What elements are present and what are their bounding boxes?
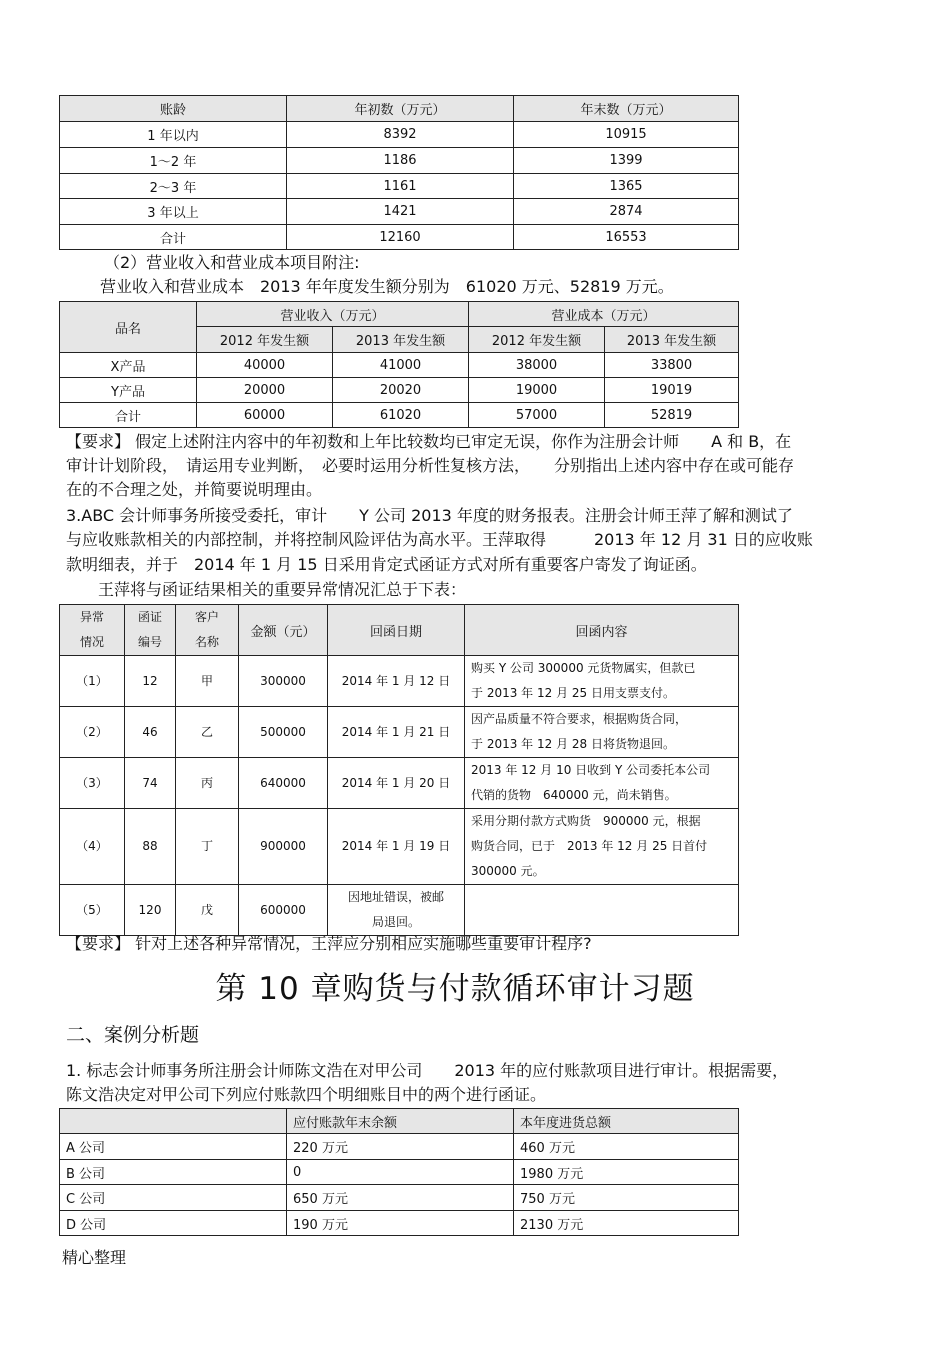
aging-cell: 合计: [60, 225, 287, 250]
requirement-1-line: 在的不合理之处，并简要说明理由。: [66, 480, 323, 499]
table-row: [60, 885, 739, 936]
confirm-header-content: 回函内容: [465, 605, 739, 656]
note2-line: 营业收入和营业成本 2013 年年度发生额分别为 61020 万元、52819 万元。: [100, 277, 674, 296]
confirm-case: （5）: [60, 885, 125, 936]
confirm-content: 购买 Y 公司 300000 元货物属实，但款已 于 2013 年 12 月 25 日用支票支付。: [465, 656, 739, 707]
aging-cell: 1365: [514, 174, 739, 199]
confirm-case: （2）: [60, 707, 125, 758]
confirm-content: 采用分期付款方式购货 900000 元，根据 购货合同，已于 2013 年 12 月 25 日首付 300000 元。: [465, 809, 739, 885]
payable-cell: 750 万元: [514, 1185, 739, 1211]
confirm-client: 丁: [176, 809, 239, 885]
confirm-date: 2014 年 1 月 20 日: [328, 758, 465, 809]
confirm-date: 因地址错误，被邮 局退回。: [328, 885, 465, 936]
revenue-cell: 38000: [469, 353, 605, 378]
table-row: [60, 174, 739, 199]
confirm-header-case: 异常 情况: [60, 605, 125, 656]
confirm-amount: 600000: [239, 885, 328, 936]
confirm-amount: 300000: [239, 656, 328, 707]
requirement-2: 【要求】 针对上述各种异常情况，王萍应分别相应实施哪些重要审计程序?: [66, 934, 592, 953]
table-row: [60, 1160, 739, 1185]
revenue-header-revenue: 营业收入（万元）: [197, 302, 469, 327]
revenue-cell: Y产品: [60, 378, 197, 403]
payable-cell: 650 万元: [287, 1185, 514, 1211]
table-row: [60, 707, 739, 758]
confirm-client: 戊: [176, 885, 239, 936]
note2-title: （2）营业收入和营业成本项目附注:: [104, 253, 360, 272]
question-1-line: 1. 标志会计师事务所注册会计师陈文浩在对甲公司 2013 年的应付账款项目进行审计。根据需要，: [66, 1061, 789, 1080]
confirm-content: [465, 885, 739, 936]
aging-cell: 1421: [287, 199, 514, 225]
aging-cell: 2～3 年: [60, 174, 287, 199]
table-row: [60, 758, 739, 809]
aging-cell: 10915: [514, 122, 739, 148]
confirm-header-no: 函证 编号: [125, 605, 176, 656]
table-row: [60, 148, 739, 174]
revenue-cell: 60000: [197, 403, 333, 428]
aging-table: [59, 95, 739, 250]
revenue-table: [59, 301, 739, 428]
payable-cell: 1980 万元: [514, 1160, 739, 1185]
table-row: [60, 1134, 739, 1160]
aging-cell: 1 年以内: [60, 122, 287, 148]
question-3-line: 王萍将与函证结果相关的重要异常情况汇总于下表：: [66, 580, 467, 599]
table-row: [60, 378, 739, 403]
confirm-date: 2014 年 1 月 12 日: [328, 656, 465, 707]
payable-cell: C 公司: [60, 1185, 287, 1211]
aging-cell: 3 年以上: [60, 199, 287, 225]
confirm-date: 2014 年 1 月 21 日: [328, 707, 465, 758]
payable-cell: A 公司: [60, 1134, 287, 1160]
payable-cell: D 公司: [60, 1211, 287, 1236]
confirm-no: 12: [125, 656, 176, 707]
confirm-amount: 640000: [239, 758, 328, 809]
payable-cell: B 公司: [60, 1160, 287, 1185]
revenue-subheader: 2013 年发生额: [605, 327, 739, 353]
confirm-client: 乙: [176, 707, 239, 758]
table-row: [60, 199, 739, 225]
payable-cell: 220 万元: [287, 1134, 514, 1160]
table-row: [60, 809, 739, 885]
confirm-client: 甲: [176, 656, 239, 707]
question-1-line: 陈文浩决定对甲公司下列应付账款四个明细账目中的两个进行函证。: [66, 1085, 547, 1104]
confirm-amount: 500000: [239, 707, 328, 758]
aging-cell: 8392: [287, 122, 514, 148]
question-3-line: 3.ABC 会计师事务所接受委托，审计 Y 公司 2013 年度的财务报表。注册会计师王萍了解和测试了: [66, 506, 793, 525]
chapter-title: 第 10 章购货与付款循环审计习题: [215, 971, 695, 1007]
payable-header: 本年度进货总额: [514, 1109, 739, 1134]
revenue-cell: 20020: [333, 378, 469, 403]
revenue-cell: 61020: [333, 403, 469, 428]
table-row: [60, 1211, 739, 1236]
table-row: [60, 1185, 739, 1211]
aging-cell: 1161: [287, 174, 514, 199]
payable-cell: 2130 万元: [514, 1211, 739, 1236]
confirm-header-client: 客户 名称: [176, 605, 239, 656]
footer-text: 精心整理: [62, 1248, 127, 1267]
aging-cell: 2874: [514, 199, 739, 225]
confirmation-table: [59, 604, 739, 936]
confirm-case: （3）: [60, 758, 125, 809]
payable-header: 应付账款年末余额: [287, 1109, 514, 1134]
revenue-cell: 20000: [197, 378, 333, 403]
confirm-client: 丙: [176, 758, 239, 809]
revenue-header-cost: 营业成本（万元）: [469, 302, 739, 327]
confirm-no: 74: [125, 758, 176, 809]
confirm-header-amount: 金额（元）: [239, 605, 328, 656]
aging-header-end: 年末数（万元）: [514, 96, 739, 122]
table-row: [60, 225, 739, 250]
question-3-line: 与应收账款相关的内部控制，并将控制风险评估为高水平。王萍取得 2013 年 12 月 31 日的应收账: [66, 530, 813, 549]
question-3-line: 款明细表，并于 2014 年 1 月 15 日采用肯定式函证方式对所有重要客户寄发了询证函。: [66, 555, 707, 574]
payable-cell: 190 万元: [287, 1211, 514, 1236]
confirm-date: 2014 年 1 月 19 日: [328, 809, 465, 885]
confirm-case: （1）: [60, 656, 125, 707]
confirm-no: 88: [125, 809, 176, 885]
revenue-subheader: 2012 年发生额: [469, 327, 605, 353]
table-row: [60, 353, 739, 378]
aging-cell: 1～2 年: [60, 148, 287, 174]
aging-header-begin: 年初数（万元）: [287, 96, 514, 122]
revenue-header-product: 品名: [60, 302, 197, 353]
payable-cell: 0: [287, 1160, 514, 1185]
revenue-subheader: 2013 年发生额: [333, 327, 469, 353]
confirm-content: 2013 年 12 月 10 日收到 Y 公司委托本公司 代销的货物 640000 元，尚未销售。: [465, 758, 739, 809]
aging-cell: 16553: [514, 225, 739, 250]
revenue-cell: 合计: [60, 403, 197, 428]
requirement-1-line: 审计计划阶段， 请运用专业判断， 必要时运用分析性复核方法， 分别指出上述内容中存在或可能存: [66, 456, 795, 475]
confirm-content: 因产品质量不符合要求，根据购货合同， 于 2013 年 12 月 28 日将货物退回。: [465, 707, 739, 758]
confirm-amount: 900000: [239, 809, 328, 885]
revenue-cell: 19019: [605, 378, 739, 403]
revenue-cell: 41000: [333, 353, 469, 378]
payable-table: [59, 1108, 739, 1236]
revenue-subheader: 2012 年发生额: [197, 327, 333, 353]
table-row: [60, 403, 739, 428]
confirm-no: 46: [125, 707, 176, 758]
aging-cell: 1186: [287, 148, 514, 174]
confirm-header-date: 回函日期: [328, 605, 465, 656]
aging-cell: 1399: [514, 148, 739, 174]
payable-header: [60, 1109, 287, 1134]
revenue-cell: 40000: [197, 353, 333, 378]
revenue-cell: 57000: [469, 403, 605, 428]
aging-cell: 12160: [287, 225, 514, 250]
revenue-cell: X产品: [60, 353, 197, 378]
confirm-no: 120: [125, 885, 176, 936]
revenue-cell: 19000: [469, 378, 605, 403]
section-title: 二、案例分析题: [66, 1024, 200, 1046]
payable-cell: 460 万元: [514, 1134, 739, 1160]
aging-header-age: 账龄: [60, 96, 287, 122]
revenue-cell: 33800: [605, 353, 739, 378]
confirm-case: （4）: [60, 809, 125, 885]
revenue-cell: 52819: [605, 403, 739, 428]
table-row: [60, 122, 739, 148]
requirement-1-line: 【要求】 假定上述附注内容中的年初数和上年比较数均已审定无误，你作为注册会计师 A 和 B，在: [66, 432, 792, 451]
table-row: [60, 656, 739, 707]
